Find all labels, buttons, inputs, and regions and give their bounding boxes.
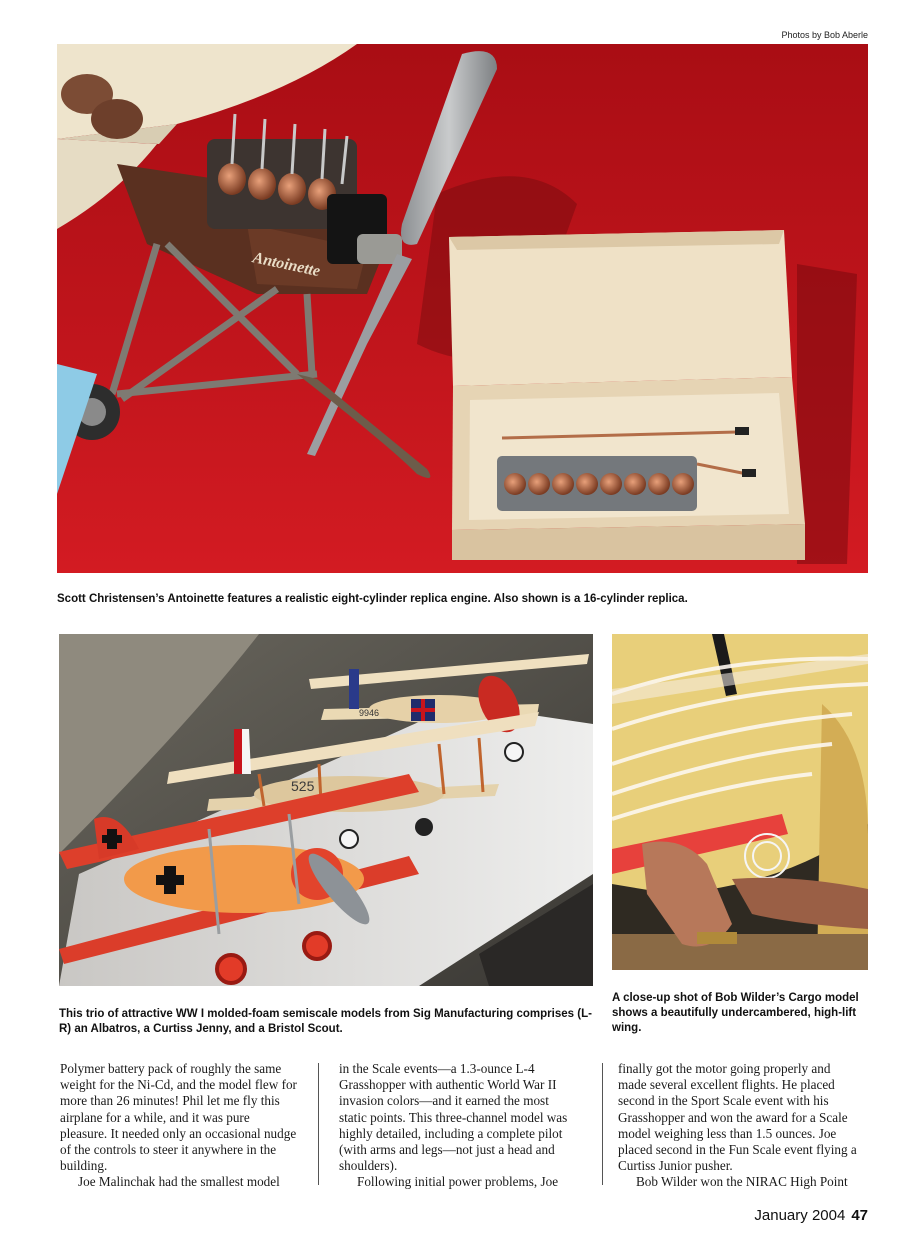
- fuselage-lettering: Antoinette: [251, 249, 322, 281]
- col3-paragraph-1: finally got the motor going properly and made several excellent flights. He placed second in the Sport Scale event with his Grasshopper and won the award for a Scale model weighing less than 1.5 ounces. Joe placed second in the Fun Scale event flying a Curtiss Junior pusher.: [618, 1061, 857, 1174]
- jenny-number: 525: [291, 778, 315, 794]
- col1-paragraph-2: Joe Malinchak had the smallest model: [78, 1174, 280, 1190]
- col1-paragraph-1: Polymer battery pack of roughly the same weight for the Ni-Cd, and the model flew for more than 26 minutes! Phil let me fly this airplane for a while, and it was pure pleasure. It needed only an occasional nudge of the controls to steer it anywhere in the building.: [60, 1061, 297, 1174]
- issue-date: January 2004: [754, 1207, 846, 1224]
- photo1-caption: Scott Christensen’s Antoinette features a realistic eight-cylinder replica engine. Also shown is a 16-cylinder replica.: [57, 593, 688, 605]
- trio-photo: [59, 634, 593, 986]
- text-column-1: [60, 1061, 300, 1191]
- text-column-3: [618, 1061, 858, 1191]
- page-footer: [754, 1207, 868, 1224]
- col3-paragraph-2: Bob Wilder won the NIRAC High Point: [636, 1174, 848, 1190]
- photo2-caption: This trio of attractive WW I molded-foam semiscale models from Sig Manufacturing comprises (L-R) an Albatros, a Curtiss Jenny, and a Bristol Scout.: [59, 1008, 592, 1035]
- col2-paragraph-1: in the Scale events—a 1.3-ounce L-4 Grasshopper with authentic World War II invasion colors—and it earned the most static points. This three-channel model was highly detailed, including a complete pilot (with arms and legs—not just a head and shoulders).: [339, 1061, 568, 1174]
- col2-paragraph-2: Following initial power problems, Joe: [357, 1174, 559, 1190]
- text-column-2: [339, 1061, 579, 1191]
- page-number: 47: [851, 1207, 868, 1224]
- column-divider-1: [318, 1063, 319, 1185]
- photo-credit: Photos by Bob Aberle: [781, 30, 868, 40]
- photo3-caption: A close-up shot of Bob Wilder’s Cargo model shows a beautifully undercambered, high-lift wing.: [612, 992, 859, 1034]
- cargo-wing-photo: [612, 634, 868, 970]
- column-divider-2: [602, 1063, 603, 1185]
- antoinette-photo: [57, 44, 868, 573]
- scout-number: 9946: [359, 708, 380, 718]
